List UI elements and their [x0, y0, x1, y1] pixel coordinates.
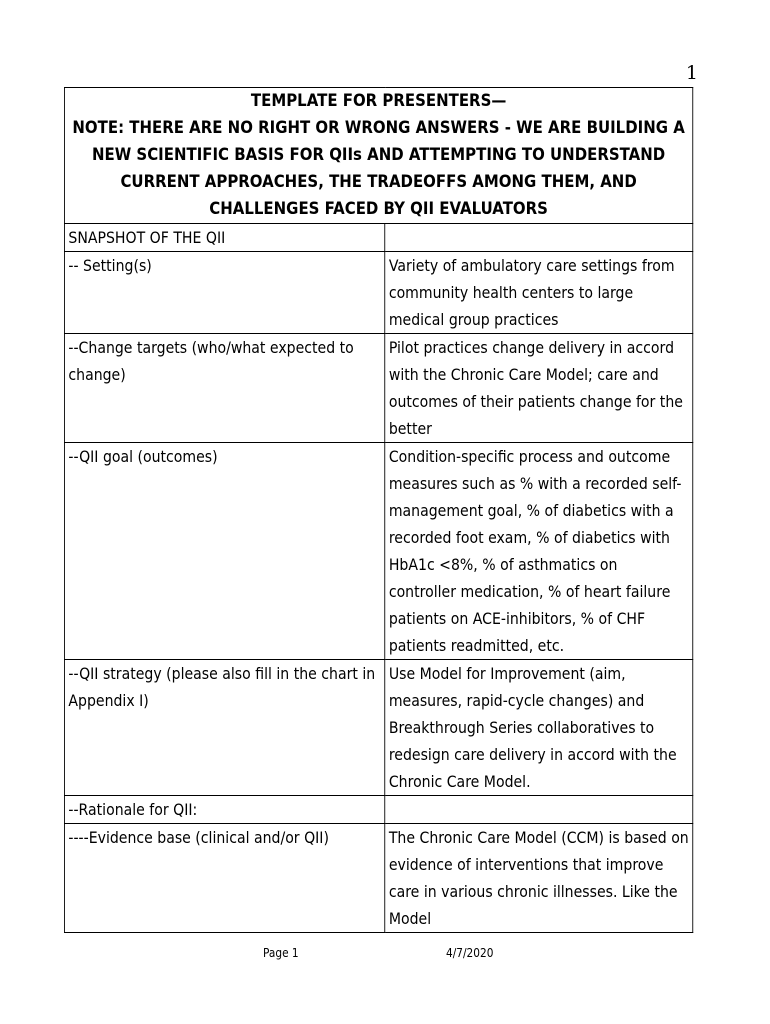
table-row	[64, 660, 692, 796]
row-value-qii-strategy: Use Model for Improvement (aim, measures, rapid-cycle changes) and Breakthrough Series collaboratives to redesign care delivery in accord with the Chronic Care Model.	[385, 660, 693, 796]
row-value-evidence-base: The Chronic Care Model (CCM) is based on evidence of interventions that improve care in various chronic illnesses. Like the Model	[385, 824, 693, 933]
header-cell	[64, 88, 692, 224]
row-label-qii-goal: --QII goal (outcomes)	[64, 443, 384, 660]
footer-date: 4/7/2020	[446, 946, 494, 960]
row-label-change-targets: --Change targets (who/what expected to change)	[64, 334, 384, 443]
row-value-snapshot	[385, 224, 693, 252]
row-label-snapshot: SNAPSHOT OF THE QII	[64, 224, 384, 252]
table-row	[64, 796, 692, 824]
header-row	[64, 88, 692, 224]
row-value-setting: Variety of ambulatory care settings from community health centers to large medical group practices	[385, 252, 693, 334]
footer-page-label: Page 1	[263, 946, 299, 960]
template-note: NOTE: THERE ARE NO RIGHT OR WRONG ANSWERS - WE ARE BUILDING A NEW SCIENTIFIC BASIS FOR QIIs AND ATTEMPTING TO UNDERSTAND CURRENT APPROACHES, THE TRADEOFFS AMONG THEM, AND CHALLENGES FACED BY QII EVALUATORS	[72, 118, 685, 219]
presenter-template-table	[64, 87, 693, 933]
row-label-evidence-base: ----Evidence base (clinical and/or QII)	[64, 824, 384, 933]
row-label-qii-strategy: --QII strategy (please also fill in the chart in Appendix I)	[64, 660, 384, 796]
row-label-rationale: --Rationale for QII:	[64, 796, 384, 824]
row-value-qii-goal: Condition-specific process and outcome measures such as % with a recorded self-management goal, % of diabetics with a recorded foot exam, % of diabetics with HbA1c <8%, % of asthmatics on controller medication, % of heart failure patients on ACE-inhibitors, % of CHF patients readmitted, etc.	[385, 443, 693, 660]
table-row	[64, 334, 692, 443]
page-number: 1	[685, 62, 698, 84]
row-value-change-targets: Pilot practices change delivery in accord with the Chronic Care Model; care and outcomes of their patients change for the better	[385, 334, 693, 443]
table-row	[64, 443, 692, 660]
row-label-setting: -- Setting(s)	[64, 252, 384, 334]
row-value-rationale	[385, 796, 693, 824]
table-row	[64, 224, 692, 252]
table-row	[64, 252, 692, 334]
template-title: TEMPLATE FOR PRESENTERS—	[250, 91, 507, 111]
table-row	[64, 824, 692, 933]
